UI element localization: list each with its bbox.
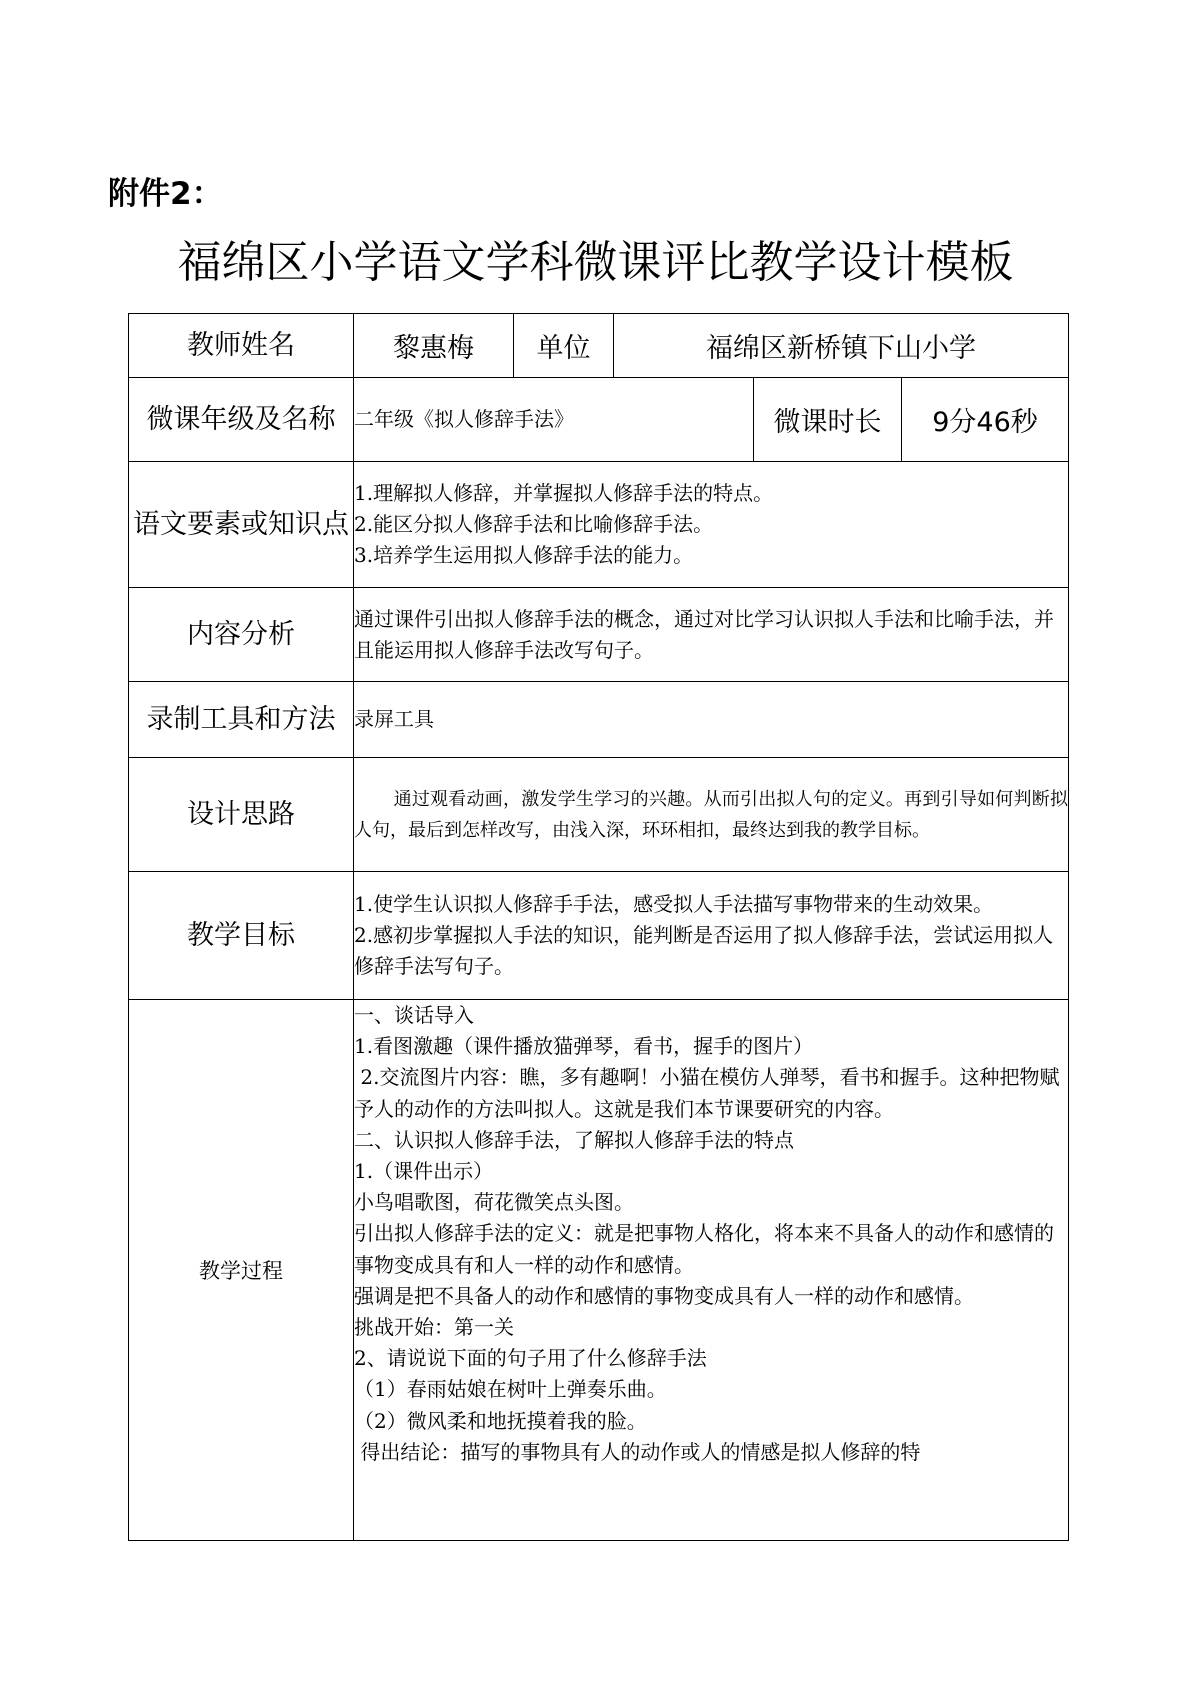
- process-line: （1）春雨姑娘在树叶上弹奏乐曲。: [354, 1377, 667, 1402]
- process-line: 2、请说说下面的句子用了什么修辞手法: [354, 1346, 707, 1371]
- knowledge-line: 1.理解拟人修辞，并掌握拟人修辞手法的特点。: [354, 481, 774, 505]
- teacher-name-label: 教师姓名: [129, 314, 354, 378]
- knowledge-label-text: 语文要素或知识点: [133, 508, 349, 540]
- process-line: 二、认识拟人修辞手法，了解拟人修辞手法的特点: [354, 1127, 794, 1152]
- table-row: [129, 872, 1069, 1000]
- table-row: [129, 1000, 1069, 1541]
- process-line: 强调是把不具备人的动作和感情的事物变成具有人一样的动作和感情。: [354, 1283, 974, 1308]
- lesson-design-table: [128, 313, 1069, 1541]
- process-line: 1.看图激趣（课件播放猫弹琴，看书，握手的图片）: [354, 1034, 814, 1059]
- tools-value: 录屏工具: [354, 682, 1069, 758]
- knowledge-line: 2.能区分拟人修辞手法和比喻修辞手法。: [354, 512, 714, 536]
- design-paragraph: 通过观看动画，激发学生学习的兴趣。从而引出拟人句的定义。再到引导如何判断拟人句，最后到怎样改写，由浅入深，环环相扣，最终达到我的教学目标。: [354, 788, 1069, 841]
- process-line: 1.（课件出示）: [354, 1159, 494, 1184]
- goals-label: 教学目标: [129, 872, 354, 1000]
- table-row: [129, 758, 1069, 872]
- unit-label: 单位: [514, 314, 614, 378]
- attachment-label: 附件2：: [108, 176, 223, 212]
- process-line: 小鸟唱歌图，荷花微笑点头图。: [354, 1190, 634, 1215]
- knowledge-label: [129, 462, 354, 588]
- analysis-text: 通过课件引出拟人修辞手法的概念，通过对比学习认识拟人手法和比喻手法，并且能运用拟人修辞手法改写句子。: [354, 588, 1069, 682]
- knowledge-points: [354, 462, 1069, 588]
- document-title: 福绵区小学语文学科微课评比教学设计模板: [177, 237, 1014, 288]
- process-text: [354, 1000, 1069, 1541]
- tools-label: 录制工具和方法: [129, 682, 354, 758]
- process-line: 得出结论：描写的事物具有人的动作或人的情感是拟人修辞的特: [354, 1439, 921, 1464]
- analysis-label: 内容分析: [129, 588, 354, 682]
- duration-label: 微课时长: [754, 378, 902, 462]
- process-label: 教学过程: [129, 1000, 354, 1541]
- table-row: [129, 462, 1069, 588]
- design-label: 设计思路: [129, 758, 354, 872]
- process-line: （2）微风柔和地抚摸着我的脸。: [354, 1408, 647, 1433]
- table-row: [129, 314, 1069, 378]
- grade-label: 微课年级及名称: [129, 378, 354, 462]
- grade-value: 二年级《拟人修辞手法》: [354, 378, 754, 462]
- process-line: 挑战开始：第一关: [354, 1315, 514, 1340]
- duration-value: 9分46秒: [902, 378, 1069, 462]
- goal-line: 2.感初步掌握拟人手法的知识，能判断是否运用了拟人修辞手法，尝试运用拟人修辞手法写句子。: [354, 923, 1054, 978]
- table-row: [129, 682, 1069, 758]
- knowledge-line: 3.培养学生运用拟人修辞手法的能力。: [354, 543, 694, 567]
- table-row: [129, 378, 1069, 462]
- process-line: 2.交流图片内容：瞧，多有趣啊！小猫在模仿人弹琴，看书和握手。这种把物赋予人的动作的方法叫拟人。这就是我们本节课要研究的内容。: [354, 1065, 1060, 1121]
- teacher-name-value: 黎惠梅: [354, 314, 514, 378]
- goals-text: [354, 872, 1069, 1000]
- process-line: 一、谈话导入: [354, 1003, 474, 1027]
- table-row: [129, 588, 1069, 682]
- process-line: 引出拟人修辞手法的定义：就是把事物人格化，将本来不具备人的动作和感情的事物变成具有和人一样的动作和感情。: [354, 1221, 1054, 1277]
- goal-line: 1.使学生认识拟人修辞手手法，感受拟人手法描写事物带来的生动效果。: [354, 892, 994, 916]
- unit-value: 福绵区新桥镇下山小学: [614, 314, 1069, 378]
- design-text: [354, 758, 1069, 872]
